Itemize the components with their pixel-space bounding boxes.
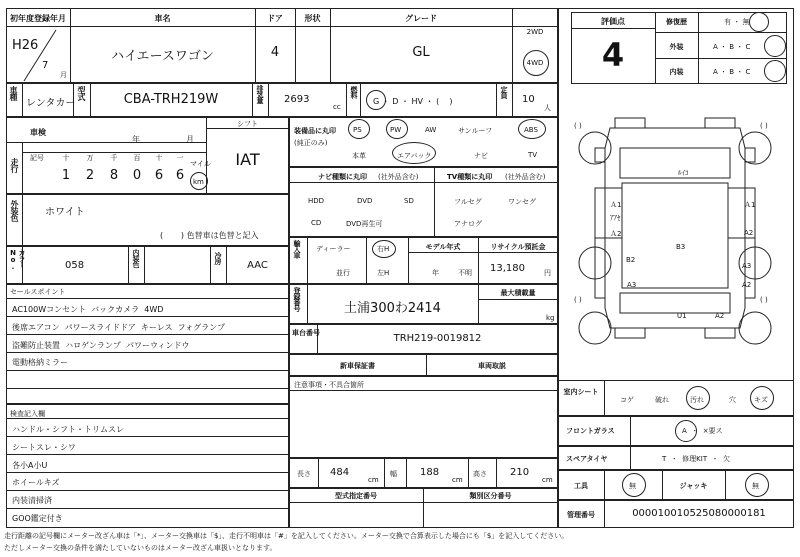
import-parallel: 並行 bbox=[336, 269, 350, 277]
repair-none-circle-icon bbox=[749, 12, 769, 32]
odometer-digit: 2 bbox=[85, 168, 95, 183]
inspector-notes-block bbox=[6, 404, 289, 528]
drive-2wd: 2WD bbox=[526, 28, 544, 36]
interior-opts: A ・ B ・ C bbox=[713, 68, 751, 76]
repair-label: 修復歴 bbox=[666, 18, 687, 26]
digit-label: 十 bbox=[62, 154, 70, 162]
mile-label: マイル bbox=[190, 160, 211, 168]
diagram-mark: B2 bbox=[626, 256, 636, 264]
type-cert-label: 型式指定番号 bbox=[335, 492, 377, 500]
notes-box-title: 注意事項・不具合箇所 bbox=[294, 381, 364, 389]
footer-line-1: 走行距離の記号欄にメーター改ざん車は「*」、メーター交換車は「$」、走行不明車は「#」を記入してください。メーター交換で合算表示した場合にも「$」を記入してください。 bbox=[4, 532, 569, 540]
recycle-unit: 円 bbox=[544, 269, 551, 277]
navi-sd: SD bbox=[404, 197, 414, 205]
reg-month: 7 bbox=[42, 60, 49, 71]
tools-value: 無 bbox=[629, 482, 636, 490]
warranty-new-car: 新車保証書 bbox=[340, 362, 375, 370]
diagram-mark: B3 bbox=[676, 243, 686, 251]
length-unit: cm bbox=[368, 476, 379, 484]
chassis-value: TRH219-0019812 bbox=[393, 333, 482, 344]
digit-label: 千 bbox=[110, 154, 118, 162]
management-label: 管理番号 bbox=[567, 511, 595, 519]
vehicle-info-row bbox=[6, 83, 558, 117]
jack-label: ジャッキ bbox=[679, 482, 708, 490]
shaken-year-unit: 年 bbox=[132, 135, 140, 144]
odometer-digit: 6 bbox=[154, 168, 164, 183]
exterior-c-circle-icon bbox=[764, 35, 786, 57]
fuel-label: 燃料 bbox=[350, 86, 358, 98]
shaken-month-unit: 月 bbox=[186, 135, 194, 144]
grade-label: グレード bbox=[405, 14, 437, 23]
vehicle-type: レンタカー bbox=[26, 98, 76, 109]
diagram-mark: Ａ2 bbox=[610, 230, 622, 238]
note-item: 内装清掃済 bbox=[12, 496, 52, 505]
sales-point-item: AC100Wコンセント バックカメラ 4WD bbox=[12, 305, 164, 314]
equip-pw: PW bbox=[390, 126, 402, 134]
chassis-label: 車台番号 bbox=[292, 329, 320, 337]
cooler-label: 冷房 bbox=[214, 252, 222, 264]
cooler-value: AAC bbox=[247, 260, 268, 271]
equip-abs: ABS bbox=[524, 126, 538, 134]
sheet-opt: キズ bbox=[754, 396, 768, 404]
sheet-opt: 破れ bbox=[655, 396, 669, 404]
odometer-digit: 8 bbox=[109, 168, 119, 183]
note-item: ホイールキズ bbox=[12, 478, 60, 487]
diagram-mark: ｱｱｾ bbox=[610, 214, 621, 222]
interior-c-circle-icon bbox=[764, 60, 786, 82]
shaken-label: 車検 bbox=[30, 128, 46, 137]
navi-hdd: HDD bbox=[308, 197, 325, 205]
tv-analog: アナログ bbox=[454, 220, 482, 228]
shift-label: シフト bbox=[237, 120, 258, 128]
month-unit: 月 bbox=[60, 71, 67, 79]
equip-tv: TV bbox=[528, 151, 538, 159]
interior-color-label: 内装色 bbox=[132, 249, 140, 267]
model: CBA-TRH219W bbox=[123, 92, 219, 107]
svg-text:( ): ( ) bbox=[574, 296, 582, 304]
sales-points-title: セールスポイント bbox=[10, 288, 66, 296]
color-no-label: カラーNo. bbox=[9, 249, 26, 270]
length-value: 484 bbox=[330, 467, 350, 478]
navi-dvd: DVD bbox=[357, 197, 373, 205]
color-no-value: 058 bbox=[65, 260, 85, 271]
svg-text:( ): ( ) bbox=[760, 296, 768, 304]
windshield-label: フロントガラス bbox=[566, 427, 615, 435]
tv-oneseg: ワンセグ bbox=[508, 198, 536, 206]
warranty-manual: 車両取説 bbox=[478, 362, 506, 370]
digit-label: 百 bbox=[133, 154, 141, 162]
interior-sheet-label: 室内シート bbox=[563, 388, 599, 396]
management-value: 000010010525080000181 bbox=[632, 508, 766, 519]
navi-cd: CD bbox=[311, 219, 322, 227]
diagram-mark: A3 bbox=[627, 281, 637, 289]
digit-label: 一 bbox=[176, 154, 184, 162]
equipment-label: 装備品に丸印 bbox=[294, 127, 336, 135]
recycle-label: リサイクル預託金 bbox=[490, 243, 546, 251]
digit-label: 十 bbox=[155, 154, 163, 162]
inspector-notes-title: 検査記入欄 bbox=[10, 410, 45, 418]
diagram-mark: A2 bbox=[742, 281, 752, 289]
note-item: GOO鑑定付き bbox=[12, 514, 63, 523]
drive-4wd: 4WD bbox=[526, 59, 544, 67]
equip-ps: PS bbox=[353, 126, 362, 134]
sales-point-item: 後席エアコン パワースライドドア キーレス フォグランプ bbox=[12, 323, 226, 332]
exterior-opts: A ・ B ・ C bbox=[713, 43, 751, 51]
kisu-label: 記号 bbox=[30, 154, 44, 162]
recycle-value: 13,180 bbox=[490, 263, 525, 274]
diagram-mark: A3 bbox=[742, 262, 752, 270]
jack-value: 無 bbox=[752, 482, 759, 490]
model-year-unit: 年 bbox=[432, 269, 439, 277]
tools-label: 工具 bbox=[574, 482, 588, 490]
diagram-mark: U1 bbox=[677, 312, 687, 320]
color-value: ホワイト bbox=[45, 207, 85, 218]
odometer-label: 走行 bbox=[10, 158, 19, 172]
fuel-options: G ・ D ・ HV ・ ( ) bbox=[373, 97, 453, 106]
shape-label: 形状 bbox=[304, 14, 321, 23]
equip-sunroof: サンルーフ bbox=[458, 127, 493, 135]
diagram-mark: Ａ1 bbox=[610, 201, 622, 209]
width-value: 188 bbox=[420, 467, 440, 478]
diagram-mark: Ａ1 bbox=[744, 201, 756, 209]
equip-aw: AW bbox=[425, 126, 437, 134]
sales-point-item: 電動格納ミラー bbox=[12, 358, 68, 367]
doors: 4 bbox=[270, 45, 280, 60]
equipment-sub: (純正のみ) bbox=[294, 139, 328, 147]
equip-airbag: エアバック bbox=[397, 152, 432, 160]
spare-label: スペアタイヤ bbox=[566, 455, 608, 463]
height-unit: cm bbox=[542, 476, 553, 484]
capacity: 10 bbox=[522, 94, 535, 105]
odometer-digit: 1 bbox=[61, 168, 71, 183]
tv-sub: (社外品含む) bbox=[505, 173, 546, 181]
first-reg-label: 初年度登録年月 bbox=[10, 14, 66, 23]
score-value: 4 bbox=[601, 36, 625, 74]
max-load-unit: kg bbox=[546, 314, 555, 322]
registration-value: 土浦300わ2414 bbox=[344, 301, 441, 316]
score-label: 評価点 bbox=[601, 17, 625, 26]
model-year-label: モデル年式 bbox=[425, 243, 461, 251]
height-value: 210 bbox=[510, 467, 530, 478]
digit-label: 万 bbox=[86, 154, 94, 162]
repair-opts: 有 ・ 無 bbox=[724, 18, 750, 26]
navi-sub: (社外品含む) bbox=[378, 173, 419, 181]
class-label: 類別区分番号 bbox=[469, 492, 512, 500]
person-unit: 人 bbox=[544, 104, 551, 112]
import-left: 左H bbox=[377, 269, 390, 277]
import-dealer: ディーラー bbox=[316, 245, 351, 253]
model-year-unknown: 不明 bbox=[458, 269, 472, 277]
diagram-mark: ﾙｲｺ bbox=[678, 169, 689, 177]
spare-opts: T ・ 修理KIT ・ 欠 bbox=[662, 455, 731, 463]
car-name: ハイエースワゴン bbox=[111, 49, 214, 64]
tv-title: TV種類に丸印 bbox=[447, 173, 493, 181]
door-label: ドア bbox=[267, 14, 283, 23]
car-name-label: 車名 bbox=[154, 14, 171, 23]
sheet-opt: 穴 bbox=[729, 396, 736, 404]
model-label: 型式 bbox=[77, 86, 86, 100]
max-load-label: 最大積載量 bbox=[500, 289, 536, 297]
shift: IAT bbox=[235, 150, 260, 169]
displacement: 2693 bbox=[284, 94, 310, 105]
color-note: ( ) 色替車は色替と記入 bbox=[160, 231, 259, 240]
sales-point-item: 盗難防止装置 ハロゲンランプ パワーウィンドウ bbox=[12, 341, 190, 350]
sheet-opt: コゲ bbox=[620, 396, 634, 404]
width-label: 幅 bbox=[390, 470, 397, 478]
registration-label: 登録番号 bbox=[293, 287, 301, 311]
height-label: 高さ bbox=[473, 470, 487, 478]
windshield-opts: A ・ ×要ス bbox=[682, 427, 723, 435]
color-label: 外装色 bbox=[10, 200, 19, 221]
odometer-digit: 0 bbox=[132, 168, 142, 183]
import-right: 右H bbox=[377, 245, 390, 253]
sheet-opt: 汚れ bbox=[690, 396, 704, 404]
width-unit: cm bbox=[452, 476, 463, 484]
interior-label: 内装 bbox=[669, 68, 684, 76]
car-diagram-icon bbox=[560, 88, 792, 378]
km-label: km bbox=[193, 178, 204, 186]
displacement-label: 排気量 bbox=[256, 85, 264, 103]
reg-year: H26 bbox=[12, 38, 39, 53]
exterior-label: 外装 bbox=[669, 43, 684, 51]
svg-text:( ): ( ) bbox=[760, 122, 768, 130]
diagram-mark: A2 bbox=[715, 312, 725, 320]
length-label: 長さ bbox=[297, 470, 311, 478]
equip-navi: ナビ bbox=[474, 152, 488, 160]
note-item: ハンドル・シフト・トリムスレ bbox=[12, 425, 124, 434]
svg-text:( ): ( ) bbox=[574, 122, 582, 130]
odometer-digit: 6 bbox=[175, 168, 185, 183]
navi-title: ナビ種類に丸印 bbox=[318, 173, 367, 181]
equip-leather: 本革 bbox=[352, 152, 366, 160]
import-label: 輸入車 bbox=[293, 240, 301, 258]
navi-dvd-play: DVD再生可 bbox=[346, 220, 383, 228]
footer-line-2: ただしメーター交換の条件を満たしていないものはメーター改ざん車扱いとなります。 bbox=[4, 544, 277, 552]
vehicle-type-label: 車種 bbox=[9, 86, 18, 100]
cc-unit: cc bbox=[333, 103, 341, 111]
grade: GL bbox=[412, 45, 430, 60]
capacity-label: 定員 bbox=[500, 86, 508, 98]
tv-fullseg: フルセグ bbox=[454, 198, 482, 206]
note-item: 各小A小U bbox=[12, 461, 48, 470]
diagram-mark: A2 bbox=[744, 229, 754, 237]
note-item: シートスレ・シワ bbox=[12, 443, 76, 452]
